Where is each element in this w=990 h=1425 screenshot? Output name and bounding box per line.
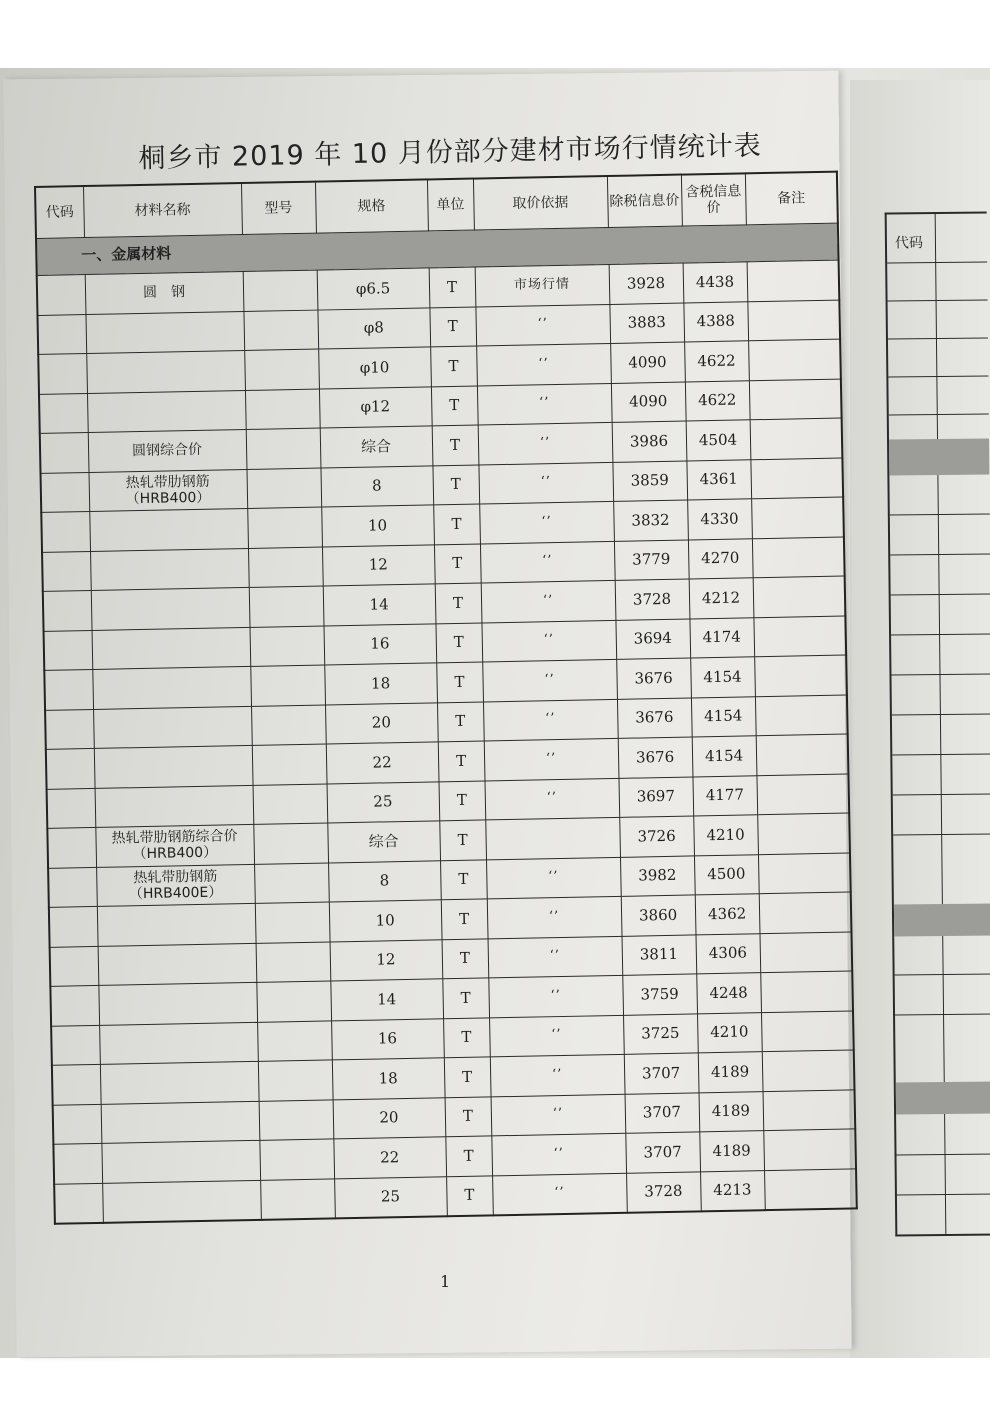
price-ex-tax-cell: 3860: [621, 895, 696, 936]
unit-cell: T: [445, 1096, 492, 1136]
model-cell: [253, 823, 328, 864]
header-price-basis: 取价依据: [473, 176, 608, 230]
adjacent-section-band: [894, 903, 990, 936]
remark-cell: [759, 931, 852, 972]
price-ex-tax-cell: 3707: [624, 1053, 699, 1094]
adjacent-row-line: [890, 553, 990, 555]
unit-cell: T: [431, 386, 478, 426]
price-basis-cell: ‘’: [487, 896, 622, 938]
material-name-cell: [86, 350, 245, 393]
price-inc-tax-cell: 4154: [692, 736, 757, 777]
remark-cell: [762, 1050, 855, 1091]
adjacent-row-line: [888, 375, 988, 377]
model-cell: [244, 349, 319, 390]
header-model: 型号: [241, 182, 316, 235]
price-basis-cell: [485, 817, 620, 859]
model-cell: [246, 468, 321, 509]
price-basis-cell: ‘’: [478, 462, 613, 504]
model-cell: [256, 981, 331, 1022]
remark-cell: [756, 773, 849, 814]
header-remark: 备注: [745, 172, 838, 225]
spec-cell: 8: [320, 465, 433, 507]
adjacent-row-line: [897, 1153, 990, 1155]
adjacent-header-code: 代码: [894, 235, 924, 252]
unit-cell: T: [435, 583, 482, 623]
adjacent-row-line: [890, 513, 990, 515]
code-cell: [50, 985, 99, 1025]
material-name-cell: [102, 1180, 261, 1223]
spec-cell: 综合: [327, 821, 440, 863]
header-price-ex-tax: 除税信息价: [607, 175, 682, 228]
material-name-cell: [89, 508, 248, 551]
header-spec: 规格: [315, 179, 428, 233]
code-cell: [49, 906, 98, 946]
price-ex-tax-cell: 4090: [611, 382, 686, 423]
remark-cell: [758, 852, 851, 893]
price-ex-tax-cell: 3928: [609, 263, 684, 304]
remark-cell: [747, 300, 840, 341]
unit-cell: T: [432, 465, 479, 505]
header-code: 代码: [35, 186, 84, 238]
price-inc-tax-cell: 4361: [686, 459, 751, 500]
price-inc-tax-cell: 4504: [686, 420, 751, 461]
spec-cell: 25: [334, 1176, 447, 1218]
unit-cell: T: [432, 425, 479, 465]
unit-cell: T: [430, 346, 477, 386]
remark-cell: [751, 497, 844, 538]
code-cell: [48, 867, 97, 907]
adjacent-row-line: [891, 593, 990, 595]
model-cell: [253, 783, 328, 824]
material-name-cell: [98, 982, 257, 1025]
material-name-cell: 圆钢综合价: [88, 429, 247, 472]
section-title: 一、金属材料: [36, 223, 839, 275]
model-cell: [256, 941, 331, 982]
price-ex-tax-cell: 3694: [615, 618, 690, 659]
adjacent-section-band: [889, 438, 989, 475]
price-ex-tax-cell: 3707: [625, 1092, 700, 1133]
price-basis-cell: ‘’: [489, 1015, 624, 1057]
price-inc-tax-cell: 4438: [683, 262, 748, 303]
unit-cell: T: [439, 780, 486, 820]
model-cell: [248, 547, 323, 588]
price-basis-cell: ‘’: [483, 699, 618, 741]
spec-cell: 12: [322, 544, 435, 586]
page-title: 桐乡市 2019 年 10 月份部分建材市场行情统计表: [138, 130, 763, 175]
code-cell: [44, 669, 93, 709]
unit-cell: T: [442, 938, 489, 978]
spec-cell: 8: [328, 860, 441, 902]
spec-cell: 综合: [320, 426, 433, 468]
model-cell: [251, 705, 326, 746]
price-ex-tax-cell: 3832: [613, 500, 688, 541]
model-cell: [255, 902, 330, 943]
code-cell: [53, 1104, 102, 1144]
spec-cell: 14: [330, 979, 443, 1021]
spec-cell: 18: [324, 663, 437, 705]
remark-cell: [759, 892, 852, 933]
material-name-cell: [99, 1022, 258, 1065]
price-basis-cell: ‘’: [488, 975, 623, 1017]
code-cell: [40, 433, 89, 473]
model-cell: [252, 744, 327, 785]
model-cell: [245, 389, 320, 430]
price-inc-tax-cell: 4210: [697, 1012, 762, 1053]
spec-cell: 20: [325, 702, 438, 744]
unit-cell: T: [441, 899, 488, 939]
remark-cell: [764, 1168, 857, 1210]
code-cell: [37, 275, 86, 315]
price-ex-tax-cell: 3728: [626, 1171, 701, 1212]
spec-cell: 25: [327, 781, 440, 823]
price-ex-tax-cell: 3676: [616, 658, 691, 699]
price-inc-tax-cell: 4189: [699, 1131, 764, 1172]
price-ex-tax-cell: 3726: [619, 816, 694, 857]
adjacent-row-line: [892, 713, 990, 715]
adjacent-row-line: [887, 261, 987, 263]
spec-cell: 20: [333, 1097, 446, 1139]
material-name-cell: [97, 903, 256, 946]
price-inc-tax-cell: 4154: [691, 696, 756, 737]
price-basis-cell: ‘’: [488, 936, 623, 978]
price-inc-tax-cell: 4212: [689, 578, 754, 619]
price-inc-tax-cell: 4248: [696, 973, 761, 1014]
price-inc-tax-cell: 4177: [692, 775, 757, 816]
spec-cell: 10: [321, 505, 434, 547]
material-name-cell: [101, 1140, 260, 1183]
code-cell: [51, 1025, 100, 1065]
remark-cell: [752, 537, 845, 578]
remark-cell: [763, 1089, 856, 1130]
price-table-wrapper: [34, 171, 858, 1225]
code-cell: [37, 314, 86, 354]
remark-cell: [761, 1010, 854, 1051]
material-name-cell: [91, 587, 250, 630]
code-cell: [39, 393, 88, 433]
material-name-cell: [94, 745, 253, 788]
price-ex-tax-cell: 3676: [617, 697, 692, 738]
price-basis-cell: ‘’: [476, 343, 611, 385]
model-cell: [250, 626, 325, 667]
adjacent-row-line: [897, 1193, 990, 1195]
unit-cell: T: [440, 859, 487, 899]
price-basis-cell: ‘’: [478, 422, 613, 464]
code-cell: [38, 354, 87, 394]
model-cell: [254, 862, 329, 903]
unit-cell: T: [435, 622, 482, 662]
price-basis-cell: ‘’: [491, 1133, 626, 1175]
material-name-cell: [85, 311, 244, 354]
model-cell: [260, 1178, 335, 1219]
remark-cell: [754, 655, 847, 696]
unit-cell: T: [436, 662, 483, 702]
price-ex-tax-cell: 3707: [625, 1132, 700, 1173]
remark-cell: [756, 734, 849, 775]
code-cell: [43, 590, 92, 630]
unit-cell: T: [434, 544, 481, 584]
remark-cell: [748, 339, 841, 380]
price-ex-tax-cell: 3859: [612, 461, 687, 502]
remark-cell: [749, 379, 842, 420]
code-cell: [46, 748, 95, 788]
remark-cell: [750, 418, 843, 459]
header-price-inc-tax: 含税信息价: [681, 173, 746, 226]
price-inc-tax-cell: 4622: [685, 380, 750, 421]
material-name-cell: [92, 666, 251, 709]
material-name-cell: 热轧带肋钢筋（HRB400）: [89, 469, 248, 512]
model-cell: [257, 1020, 332, 1061]
price-basis-cell: ‘’: [480, 541, 615, 583]
price-inc-tax-cell: 4189: [698, 1052, 763, 1093]
remark-cell: [750, 458, 843, 499]
code-cell: [47, 788, 96, 828]
unit-cell: T: [433, 504, 480, 544]
code-cell: [41, 511, 90, 551]
material-name-cell: [95, 785, 254, 828]
code-cell: [53, 1143, 102, 1183]
price-ex-tax-cell: 3725: [623, 1013, 698, 1054]
price-basis-cell: ‘’: [479, 501, 614, 543]
unit-cell: T: [437, 701, 484, 741]
spec-cell: 22: [326, 742, 439, 784]
price-inc-tax-cell: 4213: [700, 1170, 765, 1211]
code-cell: [41, 472, 90, 512]
adjacent-row-line: [888, 299, 988, 301]
model-cell: [259, 1099, 334, 1140]
spec-cell: 14: [323, 584, 436, 626]
code-cell: [44, 630, 93, 670]
price-basis-cell: ‘’: [492, 1173, 627, 1216]
adjacent-row-line: [889, 413, 989, 415]
model-cell: [249, 586, 324, 627]
material-name-cell: [90, 548, 249, 591]
code-cell: [42, 551, 91, 591]
unit-cell: T: [439, 820, 486, 860]
price-table: [34, 171, 858, 1225]
code-cell: [52, 1064, 101, 1104]
price-basis-cell: ‘’: [481, 580, 616, 622]
remark-cell: [760, 971, 853, 1012]
model-cell: [243, 270, 318, 311]
material-name-cell: [93, 706, 252, 749]
spec-cell: φ12: [319, 386, 432, 428]
model-cell: [250, 665, 325, 706]
price-basis-cell: ‘’: [475, 304, 610, 346]
price-inc-tax-cell: 4622: [684, 341, 749, 382]
price-ex-tax-cell: 3982: [620, 855, 695, 896]
price-inc-tax-cell: 4210: [693, 815, 758, 856]
remark-cell: [755, 694, 848, 735]
price-ex-tax-cell: 3759: [622, 974, 697, 1015]
unit-cell: T: [446, 1175, 493, 1216]
price-basis-cell: ‘’: [484, 738, 619, 780]
remark-cell: [753, 576, 846, 617]
price-inc-tax-cell: 4270: [688, 538, 753, 579]
unit-cell: T: [438, 741, 485, 781]
adjacent-section-band: [896, 1081, 990, 1114]
price-basis-cell: ‘’: [486, 857, 621, 899]
adjacent-page-table: [885, 211, 990, 1236]
spec-cell: φ8: [317, 307, 430, 349]
header-material-name: 材料名称: [83, 183, 242, 238]
material-name-cell: [100, 1061, 259, 1104]
unit-cell: T: [429, 307, 476, 347]
adjacent-row-line: [888, 337, 988, 339]
price-basis-cell: 市场行情: [475, 264, 610, 306]
price-basis-cell: ‘’: [481, 620, 616, 662]
material-name-cell: 热轧带肋钢筋综合价（HRB400）: [95, 824, 254, 867]
spec-cell: 16: [323, 623, 436, 665]
unit-cell: T: [429, 267, 476, 307]
price-basis-cell: ‘’: [477, 383, 612, 425]
model-cell: [247, 507, 322, 548]
adjacent-row-line: [891, 633, 990, 635]
price-ex-tax-cell: 3811: [622, 934, 697, 975]
code-cell: [54, 1183, 103, 1224]
unit-cell: T: [443, 1017, 490, 1057]
price-basis-cell: ‘’: [484, 778, 619, 820]
price-inc-tax-cell: 4189: [699, 1091, 764, 1132]
price-basis-cell: ‘’: [491, 1094, 626, 1136]
price-ex-tax-cell: 4090: [610, 342, 685, 383]
spec-cell: 22: [333, 1137, 446, 1179]
unit-cell: T: [445, 1136, 492, 1176]
model-cell: [246, 428, 321, 469]
code-cell: [47, 827, 96, 867]
price-inc-tax-cell: 4306: [695, 933, 760, 974]
unit-cell: T: [442, 978, 489, 1018]
remark-cell: [763, 1129, 856, 1170]
spec-cell: φ6.5: [317, 268, 430, 310]
price-ex-tax-cell: 3883: [609, 303, 684, 344]
material-name-cell: [87, 390, 246, 433]
material-name-cell: [92, 627, 251, 670]
price-basis-cell: ‘’: [490, 1054, 625, 1096]
remark-cell: [747, 260, 840, 301]
price-inc-tax-cell: 4174: [689, 617, 754, 658]
spec-cell: 16: [331, 1018, 444, 1060]
page-number: 1: [440, 1272, 451, 1291]
spec-cell: 10: [329, 900, 442, 942]
remark-cell: [753, 616, 846, 657]
remark-cell: [757, 813, 850, 854]
adjacent-row-line: [891, 673, 990, 675]
material-name-cell: [98, 943, 257, 986]
price-inc-tax-cell: 4362: [695, 894, 760, 935]
price-basis-cell: ‘’: [482, 659, 617, 701]
price-ex-tax-cell: 3986: [612, 421, 687, 462]
price-ex-tax-cell: 3728: [615, 579, 690, 620]
model-cell: [258, 1060, 333, 1101]
spec-cell: 12: [330, 939, 443, 981]
spec-cell: φ10: [318, 347, 431, 389]
price-inc-tax-cell: 4330: [687, 499, 752, 540]
price-inc-tax-cell: 4388: [683, 301, 748, 342]
model-cell: [259, 1139, 334, 1180]
price-inc-tax-cell: 4154: [690, 657, 755, 698]
code-cell: [45, 709, 94, 749]
spec-cell: 18: [332, 1058, 445, 1100]
price-ex-tax-cell: 3676: [618, 737, 693, 778]
price-ex-tax-cell: 3779: [614, 540, 689, 581]
material-name-cell: 热轧带肋钢筋（HRB400E）: [96, 864, 255, 907]
code-cell: [50, 946, 99, 986]
material-name-cell: [101, 1101, 260, 1144]
price-inc-tax-cell: 4500: [694, 854, 759, 895]
price-ex-tax-cell: 3697: [618, 776, 693, 817]
model-cell: [243, 310, 318, 351]
header-unit: 单位: [427, 179, 474, 231]
unit-cell: T: [444, 1057, 491, 1097]
material-name-cell: 圆 钢: [85, 272, 244, 315]
